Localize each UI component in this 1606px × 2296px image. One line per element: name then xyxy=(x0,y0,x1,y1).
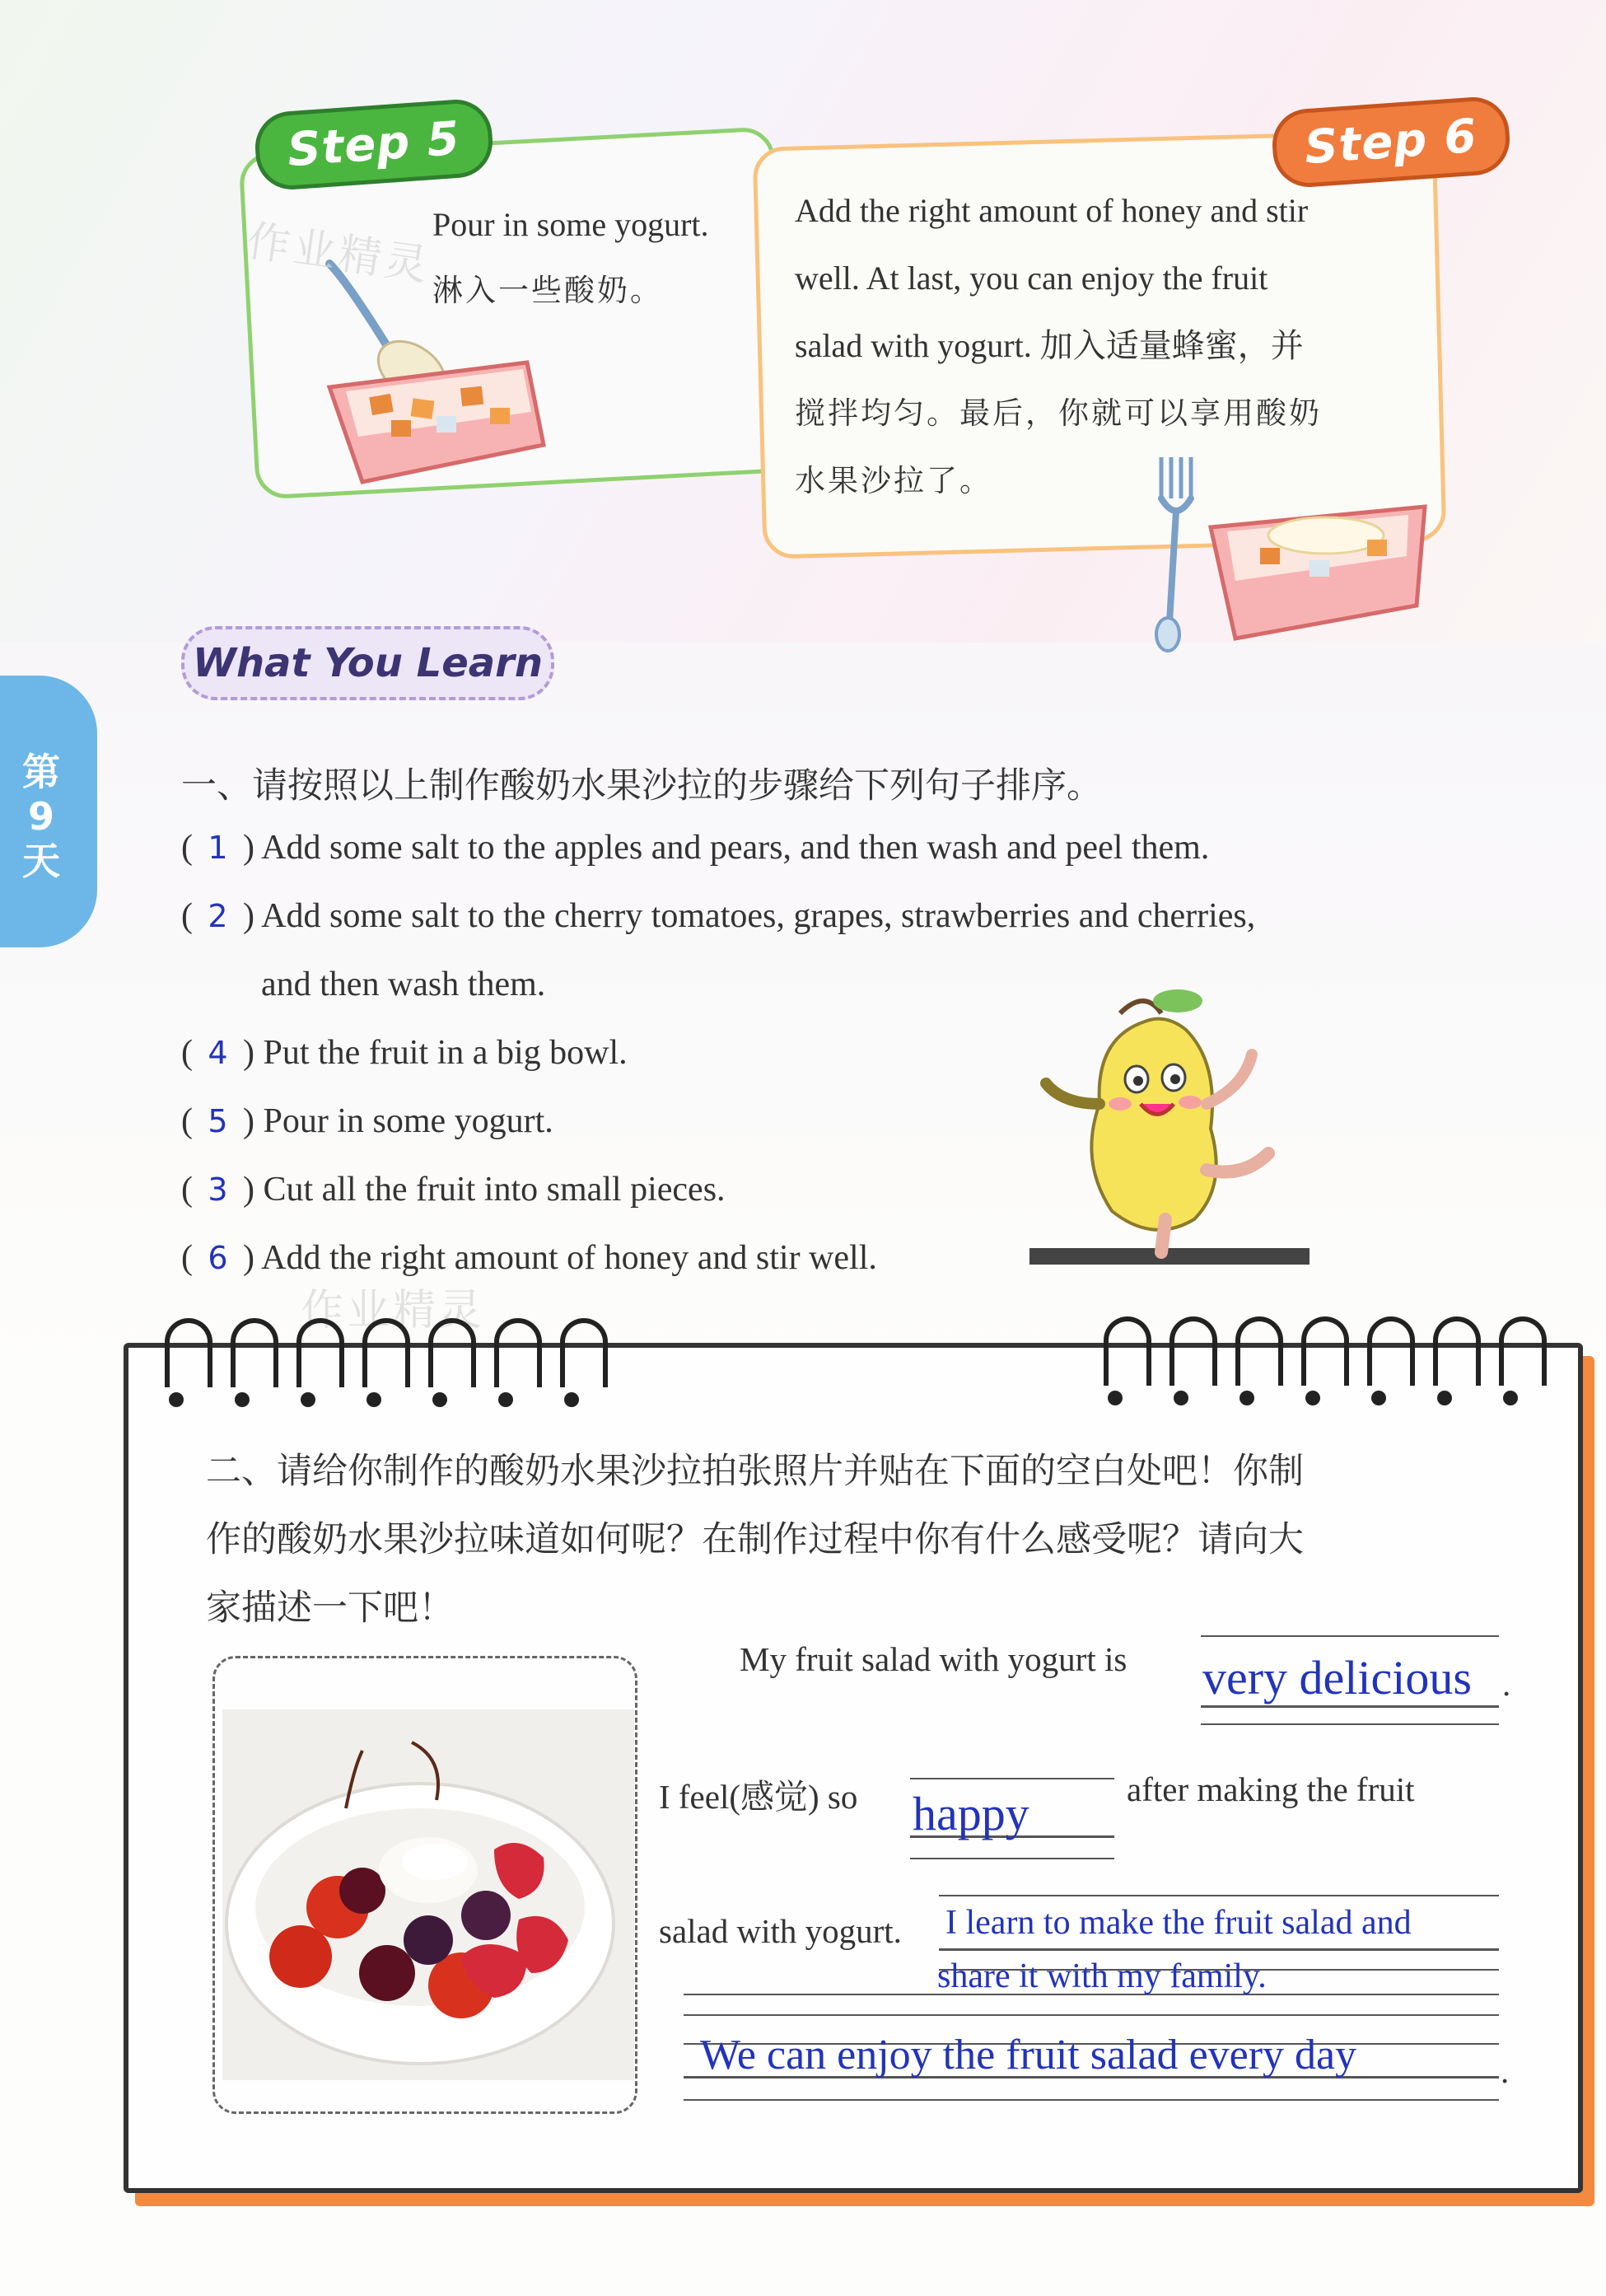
notebook-ring xyxy=(231,1318,278,1387)
day-label: 第9天 xyxy=(22,750,60,883)
writing-line xyxy=(910,1778,1114,1779)
notebook-ring xyxy=(296,1318,344,1387)
notebook-hole xyxy=(169,1392,184,1407)
writing-line xyxy=(1201,1635,1499,1637)
open-paren: ( xyxy=(181,1034,193,1072)
notebook-hole xyxy=(432,1392,447,1407)
ordering-item xyxy=(181,1101,553,1141)
writing-line xyxy=(684,2014,1499,2016)
fork-and-salad-illustration xyxy=(1145,449,1441,655)
notebook-ring xyxy=(1499,1316,1547,1386)
notebook-ring xyxy=(494,1318,542,1387)
notebook-hole xyxy=(1437,1391,1452,1405)
watermark: 作业精灵 xyxy=(301,1286,486,1335)
step5-chinese: 淋入一些酸奶。 xyxy=(432,273,663,308)
writing-line xyxy=(939,1895,1499,1896)
notebook-hole xyxy=(564,1392,579,1407)
notebook-hole xyxy=(1305,1391,1320,1405)
notebook-hole xyxy=(498,1392,513,1407)
open-paren: ( xyxy=(181,1102,193,1140)
item-text: ) Add some salt to the apples and pears, and then wash and peel them. xyxy=(243,829,1210,867)
open-paren: ( xyxy=(181,1239,193,1277)
watermark: 作业精灵 xyxy=(244,216,434,292)
step5-badge: Step 5 xyxy=(253,97,495,192)
notebook-hole xyxy=(1240,1391,1254,1405)
notebook-ring xyxy=(560,1318,608,1387)
ordering-item-continuation xyxy=(261,965,545,1004)
writing-line xyxy=(1201,1705,1499,1708)
notebook-hole xyxy=(366,1392,381,1407)
notebook-hole xyxy=(1174,1391,1188,1405)
item-text: ) Cut all the fruit into small pieces. xyxy=(243,1171,726,1209)
period-1: . xyxy=(1502,1665,1511,1703)
section2-title-line-2: 作的酸奶水果沙拉味道如何呢？在制作过程中你有什么感受呢？请向大 xyxy=(206,1519,1304,1560)
notebook-hole xyxy=(1108,1391,1123,1405)
day-side-tab xyxy=(0,676,97,947)
notebook-ring xyxy=(362,1318,410,1387)
notebook-ring xyxy=(1169,1316,1217,1386)
step5-english: Pour in some yogurt. xyxy=(432,206,709,243)
notebook-hole xyxy=(1503,1391,1518,1405)
prompt-after-making: after making the fruit xyxy=(1127,1770,1415,1808)
ordering-item xyxy=(181,896,1255,936)
answer-happy: happy xyxy=(913,1787,1029,1840)
yogurt-spoon-illustration xyxy=(296,247,577,494)
section2-title-line-1: 二、请给你制作的酸奶水果沙拉拍张照片并贴在下面的空白处吧！你制 xyxy=(206,1451,1304,1492)
answer-line-3b: share it with my family. xyxy=(937,1957,1267,1995)
what-you-learn-badge: What You Learn xyxy=(181,626,554,700)
order-answer: 2 xyxy=(208,898,228,934)
notebook-ring xyxy=(428,1318,476,1387)
item-text: ) Put the fruit in a big bowl. xyxy=(243,1034,628,1072)
section1-title: 一、请按照以上制作酸奶水果沙拉的步骤给下列句子排序。 xyxy=(181,765,1102,807)
notebook-ring xyxy=(165,1318,212,1387)
order-answer: 6 xyxy=(208,1240,228,1276)
open-paren: ( xyxy=(181,897,193,935)
item-text: ) Pour in some yogurt. xyxy=(243,1102,553,1140)
ordering-item xyxy=(181,1170,726,1209)
answer-very-delicious: very delicious xyxy=(1202,1651,1472,1704)
notebook-ring xyxy=(1433,1316,1481,1386)
notebook-ring xyxy=(1367,1316,1415,1386)
fruit-salad-photo xyxy=(222,1709,634,2080)
item-text: and then wash them. xyxy=(261,966,546,1003)
notebook-ring xyxy=(1104,1316,1151,1386)
answer-line-3a: I learn to make the fruit salad and xyxy=(945,1904,1412,1942)
step6-badge: Step 6 xyxy=(1270,95,1512,189)
item-text: ) Add the right amount of honey and stir well. xyxy=(243,1239,877,1277)
prompt-i-feel-so: I feel(感觉) so xyxy=(659,1778,858,1816)
notebook-ring xyxy=(1235,1316,1283,1386)
prompt-fruit-salad-is: My fruit salad with yogurt is xyxy=(740,1640,1127,1678)
ordering-item xyxy=(181,1033,628,1073)
order-answer: 1 xyxy=(208,830,228,866)
section2-title-line-3: 家描述一下吧！ xyxy=(206,1588,454,1629)
step6-line-1: Add the right amount of honey and stir xyxy=(795,192,1309,229)
order-answer: 3 xyxy=(208,1171,228,1208)
item-text: ) Add some salt to the cherry tomatoes, grapes, strawberries and cherries, xyxy=(243,897,1256,935)
order-answer: 4 xyxy=(208,1035,228,1071)
answer-line-4: We can enjoy the fruit salad every day xyxy=(700,2032,1357,2079)
step6-line-5: 水果沙拉了。 xyxy=(795,463,992,498)
writing-line xyxy=(1201,1723,1499,1725)
step6-line-4: 搅拌均匀。最后，你就可以享用酸奶 xyxy=(795,395,1322,431)
period-4: . xyxy=(1501,2052,1510,2090)
notebook-hole xyxy=(301,1392,315,1407)
order-answer: 5 xyxy=(208,1103,228,1139)
ordering-item xyxy=(181,828,1209,867)
pear-mascot-illustration xyxy=(1021,980,1318,1277)
notebook-hole xyxy=(1371,1391,1386,1405)
open-paren: ( xyxy=(181,829,193,867)
writing-line xyxy=(910,1858,1114,1859)
notebook-hole xyxy=(235,1392,250,1407)
open-paren: ( xyxy=(181,1171,193,1209)
notebook-ring xyxy=(1301,1316,1349,1386)
ordering-item xyxy=(181,1238,877,1278)
prompt-salad-with-yogurt: salad with yogurt. xyxy=(659,1912,902,1950)
writing-line xyxy=(684,2099,1499,2101)
step6-line-2: well. At last, you can enjoy the fruit xyxy=(795,260,1268,297)
writing-line xyxy=(939,1948,1499,1951)
step6-line-3: salad with yogurt. 加入适量蜂蜜，并 xyxy=(795,327,1304,364)
